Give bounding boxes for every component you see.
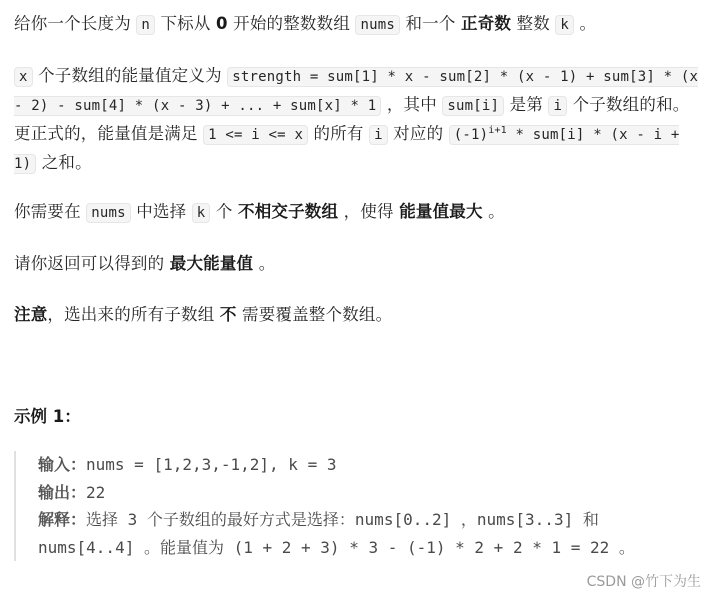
input-value: nums = [1,2,3,-1,2], k = 3 xyxy=(86,455,337,474)
bold-not: 不 xyxy=(219,305,237,324)
inline-code-x: x xyxy=(14,67,33,87)
text: ，选出来的所有子数组 xyxy=(47,305,220,324)
output-value: 22 xyxy=(86,482,106,502)
paragraph-task xyxy=(14,198,505,227)
bold-max-strength-value: 最大能量值 xyxy=(169,254,254,273)
text: 是第 xyxy=(504,95,549,114)
input-label: 输入： xyxy=(38,455,87,474)
inline-code-nums: nums xyxy=(86,203,131,223)
inline-code-k: k xyxy=(192,203,211,223)
inline-code-strength-formula: strength = sum[1] * x - sum[2] * (x - 1) + sum[3] * (x - 2) - sum[4] * (x - 3) + ... + sum[x] * 1 xyxy=(14,69,699,114)
example-explain-line xyxy=(38,506,700,561)
inline-code-k: k xyxy=(555,15,574,35)
watermark: CSDN @竹下为生 xyxy=(586,574,701,590)
inline-code-sum-i: sum[i] xyxy=(442,96,504,116)
explain-text: 选择 3 个子数组的最好方式是选择：nums[0..2] ，nums[3..3] 和 nums[4..4] 。能量值为 (1 + 2 + 3) * 3 - (-1) * 2 + 2 * 1 = 22 。 xyxy=(38,510,635,557)
text: 之和。 xyxy=(36,153,92,172)
text: 。 xyxy=(253,254,276,273)
paragraph-intro xyxy=(14,10,596,39)
term-rest: * sum[i] * (x - i + 1) xyxy=(14,127,680,172)
text: 。 xyxy=(574,14,597,33)
text: 和一个 xyxy=(400,14,461,33)
inline-code-i: i xyxy=(548,96,567,116)
text: ，其中 xyxy=(381,95,443,114)
bold-zero: 0 xyxy=(216,14,228,33)
inline-code-n: n xyxy=(136,15,155,35)
bold-max-strength: 能量值最大 xyxy=(399,202,483,221)
text: 你需要在 xyxy=(14,202,87,221)
text: ，使得 xyxy=(338,202,400,221)
text: 的所有 xyxy=(308,124,370,143)
text: 请你返回可以得到的 xyxy=(14,254,170,273)
bold-disjoint-subarrays: 不相交子数组 xyxy=(238,202,339,221)
paragraph-strength-definition xyxy=(14,62,704,178)
inline-code-i: i xyxy=(369,125,388,145)
text: 个子数组的和。更正式的，能量值是满足 xyxy=(14,95,690,143)
text: 。 xyxy=(482,202,505,221)
inline-code-range: 1 <= i <= x xyxy=(203,125,308,145)
inline-code-nums: nums xyxy=(355,15,400,35)
paragraph-note xyxy=(14,301,392,329)
term-base: (-1) xyxy=(453,127,489,143)
bold-positive-odd: 正奇数 xyxy=(461,14,512,33)
example-block xyxy=(14,451,700,561)
explain-label: 解释： xyxy=(38,510,87,529)
text: 下标从 xyxy=(155,14,216,33)
text: 中选择 xyxy=(130,202,192,221)
term-exponent: i+1 xyxy=(488,125,507,136)
text: 对应的 xyxy=(387,124,449,143)
text: 个子数组的能量值定义为 xyxy=(32,66,228,85)
output-label: 输出： xyxy=(38,482,87,502)
text: 个 xyxy=(210,202,238,221)
bold-note: 注意 xyxy=(14,305,48,324)
example-output-line xyxy=(38,479,700,507)
text: 给你一个长度为 xyxy=(14,14,137,33)
example-heading: 示例 1： xyxy=(14,407,81,426)
text: 需要覆盖整个数组。 xyxy=(236,305,393,324)
paragraph-return xyxy=(14,250,275,278)
text: 开始的整数数组 xyxy=(227,14,356,33)
example-input-line xyxy=(38,451,700,479)
text: 整数 xyxy=(511,14,556,33)
